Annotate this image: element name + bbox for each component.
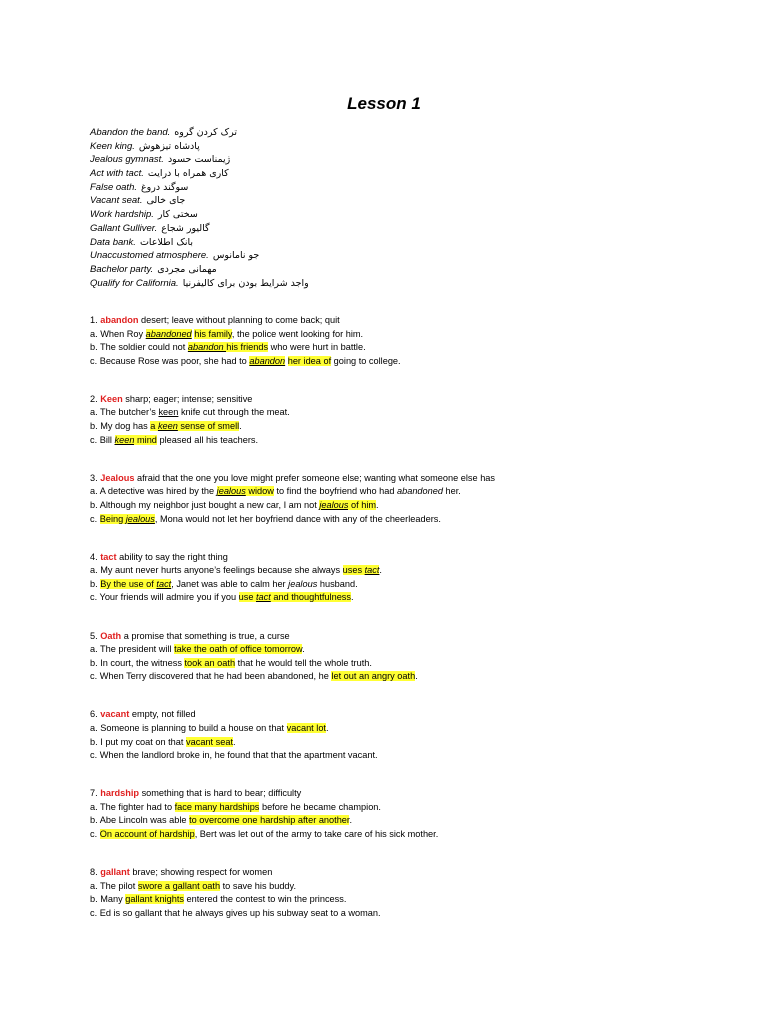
highlighted-text: abandon xyxy=(187,342,227,353)
text-segment: c. Ed is so gallant that he always gives up his subway seat to a woman. xyxy=(90,907,381,918)
text-segment: b. Many xyxy=(90,894,126,905)
phrase-item xyxy=(90,153,690,167)
phrase-english: False oath. xyxy=(90,181,137,193)
text-segment: a. The butcher’s xyxy=(90,407,159,418)
example-sentence xyxy=(90,907,710,921)
vocabulary-entry xyxy=(90,393,710,447)
phrase-item xyxy=(90,181,690,195)
text-segment: 1. xyxy=(90,315,101,325)
text-segment: c. Because Rose was poor, she had to xyxy=(90,355,250,366)
text-segment: a. The pilot xyxy=(90,880,138,891)
text-segment: b. In court, the witness xyxy=(90,657,185,668)
example-sentence xyxy=(90,355,710,369)
highlighted-text: of him xyxy=(348,499,377,510)
entry-definition xyxy=(90,630,710,644)
phrase-item xyxy=(90,263,690,277)
phrase-english: Abandon the band. xyxy=(90,127,171,138)
vocabulary-word: tact xyxy=(100,551,117,562)
example-sentence xyxy=(90,828,710,842)
text-segment: a. My aunt never hurts anyone’s feelings because she always xyxy=(90,565,343,576)
text-segment: . xyxy=(233,736,236,747)
text-segment: c. Bill xyxy=(90,434,115,445)
phrase-item xyxy=(90,140,690,154)
text-segment: a. When Roy xyxy=(90,328,146,339)
text-segment: . xyxy=(415,671,418,682)
text-segment: a. The president will xyxy=(90,644,175,655)
phrase-persian: واجد شرایط بودن برای کالیفرنیا xyxy=(182,277,309,289)
phrase-english: Data bank. xyxy=(90,236,136,248)
phrase-persian: سختی کار xyxy=(157,209,198,221)
highlighted-text: jealous xyxy=(125,513,155,524)
highlighted-text: vacant seat xyxy=(186,736,234,747)
text-segment: a promise that something is true, a curse xyxy=(121,630,290,641)
phrase-item xyxy=(90,126,690,140)
phrase-item xyxy=(90,208,690,222)
example-sentence xyxy=(90,801,710,815)
phrase-persian: بانک اطلاعات xyxy=(139,236,194,248)
text-segment: . xyxy=(302,644,305,655)
highlighted-text: tact xyxy=(156,578,172,589)
entry-definition xyxy=(90,708,710,722)
text-segment: abandoned xyxy=(396,486,443,497)
phrase-persian: مهمانی مجردی xyxy=(157,263,217,275)
example-sentence xyxy=(90,564,710,578)
highlighted-text: take the oath of office tomorrow xyxy=(174,644,303,655)
entry-definition xyxy=(90,314,710,328)
text-segment: , Bert was let out of the army to take care of his sick mother. xyxy=(194,829,439,840)
text-segment: 4. xyxy=(90,551,101,562)
vocabulary-entry xyxy=(90,630,710,684)
vocabulary-word: Jealous xyxy=(100,472,135,483)
text-segment: entered the contest to win the princess. xyxy=(183,894,347,905)
phrase-item xyxy=(90,249,690,263)
text-segment: c. When the landlord broke in, he found that that the apartment vacant. xyxy=(90,750,378,761)
text-segment: a. The fighter had to xyxy=(90,801,175,812)
highlighted-text: uses xyxy=(342,565,365,576)
text-segment: knife cut through the meat. xyxy=(178,407,290,418)
text-segment: jealous xyxy=(288,578,318,589)
example-sentence xyxy=(90,893,710,907)
highlighted-text: widow xyxy=(245,486,274,497)
entry-definition xyxy=(90,866,710,880)
vocabulary-word: Oath xyxy=(100,630,122,641)
text-segment: a. A detective was hired by the xyxy=(90,486,217,497)
phrase-item xyxy=(90,194,690,208)
text-segment: who were hurt in battle. xyxy=(268,342,366,353)
text-segment: . xyxy=(349,815,353,826)
vocabulary-entries xyxy=(90,314,710,945)
highlighted-text: use xyxy=(238,592,256,603)
vocabulary-word: vacant xyxy=(100,709,130,720)
phrase-english: Qualify for California. xyxy=(90,277,179,289)
highlighted-text: keen xyxy=(114,434,135,445)
example-sentence xyxy=(90,485,710,499)
example-sentence xyxy=(90,657,710,671)
phrase-persian: جای خالی xyxy=(146,195,186,207)
text-segment: going to college. xyxy=(331,355,401,366)
text-segment: c. When Terry discovered that he had been abandoned, he xyxy=(90,671,332,682)
highlighted-text: jealous xyxy=(216,486,246,497)
text-segment: , Janet was able to calm her xyxy=(171,578,289,589)
highlighted-text: his family xyxy=(194,328,232,339)
text-segment: . xyxy=(376,499,379,510)
phrase-english: Jealous gymnast. xyxy=(90,154,164,166)
highlighted-text: abandon xyxy=(249,355,286,366)
highlighted-text: gallant knights xyxy=(125,894,184,905)
text-segment: , Mona would not let her boyfriend dance with any of the cheerleaders. xyxy=(154,513,441,524)
text-segment: 7. xyxy=(90,788,101,799)
highlighted-text: swore a gallant oath xyxy=(137,880,221,891)
highlighted-text: and thoughtfulness xyxy=(270,592,351,603)
phrase-persian: ترک کردن گروه xyxy=(174,127,238,138)
vocabulary-entry xyxy=(90,472,710,526)
text-segment: c. Your friends will admire you if you xyxy=(90,592,239,603)
phrase-item xyxy=(90,277,690,291)
phrase-persian: گالیور شجاع xyxy=(161,222,210,234)
highlighted-text: On account of hardship xyxy=(99,829,195,840)
phrase-persian: ژیمناست حسود xyxy=(167,154,231,166)
highlighted-text: By the use of xyxy=(100,578,157,589)
text-segment: 8. xyxy=(90,867,101,878)
highlighted-text: Being xyxy=(99,513,126,524)
text-segment: her. xyxy=(442,486,461,497)
example-sentence xyxy=(90,420,710,434)
vocabulary-entry xyxy=(90,866,710,920)
text-segment: to save his buddy. xyxy=(220,880,297,891)
underlined-word: keen xyxy=(158,407,179,418)
example-sentence xyxy=(90,513,710,527)
text-segment: . xyxy=(325,722,329,733)
example-sentence xyxy=(90,578,710,592)
highlighted-text: vacant lot xyxy=(286,722,326,733)
text-segment: . xyxy=(239,421,242,432)
phrase-english: Work hardship. xyxy=(90,209,154,221)
text-segment: , the police went looking for him. xyxy=(231,328,364,339)
text-segment: b. I put my coat on that xyxy=(90,736,187,747)
example-sentence xyxy=(90,434,710,448)
text-segment: husband. xyxy=(317,578,358,589)
text-segment: sharp; eager; intense; sensitive xyxy=(122,393,253,404)
vocabulary-entry xyxy=(90,787,710,841)
text-segment: empty, not filled xyxy=(129,709,196,720)
example-sentence xyxy=(90,341,710,355)
entry-definition xyxy=(90,787,710,801)
text-segment: before he became champion. xyxy=(259,801,381,812)
example-sentence xyxy=(90,591,710,605)
vocabulary-entry xyxy=(90,551,710,605)
phrase-item xyxy=(90,236,690,250)
entry-definition xyxy=(90,472,710,486)
text-segment: b. Although my neighbor just bought a new car, I am not xyxy=(90,499,320,510)
example-sentence xyxy=(90,406,710,420)
entry-definition xyxy=(90,551,710,565)
text-segment: . xyxy=(379,565,382,576)
phrase-english: Keen king. xyxy=(90,140,135,152)
text-segment: desert; leave without planning to come back; quit xyxy=(138,315,340,325)
text-segment: 2. xyxy=(90,393,101,404)
example-sentence xyxy=(90,328,710,342)
highlighted-text: mind xyxy=(134,434,157,445)
highlighted-text: took an oath xyxy=(184,657,236,668)
highlighted-text: sense of smell xyxy=(177,421,240,432)
highlighted-text: keen xyxy=(157,421,178,432)
highlighted-text: abandoned xyxy=(145,328,192,339)
vocabulary-word: abandon xyxy=(100,315,139,325)
text-segment: something that is hard to bear; difficulty xyxy=(139,788,302,799)
phrase-list xyxy=(90,126,690,290)
phrase-item xyxy=(90,167,690,181)
vocabulary-word: hardship xyxy=(100,788,140,799)
vocabulary-word: gallant xyxy=(100,867,130,878)
example-sentence xyxy=(90,880,710,894)
example-sentence xyxy=(90,749,710,763)
vocabulary-entry xyxy=(90,708,710,762)
phrase-english: Gallant Gulliver. xyxy=(90,222,158,234)
example-sentence xyxy=(90,814,710,828)
highlighted-text: his friends xyxy=(226,342,269,353)
phrase-persian: کاری همراه با درایت xyxy=(147,168,229,180)
highlighted-text: tact xyxy=(255,592,271,603)
highlighted-text: let out an angry oath xyxy=(331,671,416,682)
example-sentence xyxy=(90,499,710,513)
highlighted-text: a xyxy=(150,421,158,432)
text-segment: b. The soldier could not xyxy=(90,342,188,353)
phrase-english: Act with tact. xyxy=(90,168,144,180)
text-segment: that he would tell the whole truth. xyxy=(235,657,372,668)
text-segment: b. Abe Lincoln was able xyxy=(90,815,190,826)
text-segment: 5. xyxy=(90,630,101,641)
phrase-english: Unaccustomed atmosphere. xyxy=(90,250,209,262)
text-segment: 6. xyxy=(90,709,101,720)
text-segment: b. My dog has xyxy=(90,421,151,432)
highlighted-text: her idea of xyxy=(287,355,332,366)
text-segment: c. xyxy=(90,829,100,840)
text-segment: to find the boyfriend who had xyxy=(273,486,397,497)
text-segment: . xyxy=(351,592,354,603)
example-sentence xyxy=(90,643,710,657)
text-segment: pleased all his teachers. xyxy=(156,434,259,445)
phrase-persian: پادشاه تیزهوش xyxy=(138,140,200,152)
text-segment: 3. xyxy=(90,472,101,483)
vocabulary-entry xyxy=(90,314,710,368)
text-segment: a. Someone is planning to build a house on that xyxy=(90,722,287,733)
entry-definition xyxy=(90,393,710,407)
phrase-english: Vacant seat. xyxy=(90,195,143,207)
text-segment: afraid that the one you love might prefer someone else; wanting what someone else has xyxy=(134,472,496,483)
example-sentence xyxy=(90,670,710,684)
highlighted-text: jealous xyxy=(319,499,349,510)
text-segment: c. xyxy=(90,513,100,524)
phrase-item xyxy=(90,222,690,236)
vocabulary-word: Keen xyxy=(100,393,123,404)
example-sentence xyxy=(90,722,710,736)
phrase-english: Bachelor party. xyxy=(90,263,154,275)
example-sentence xyxy=(90,736,710,750)
highlighted-text: face many hardships xyxy=(174,801,260,812)
text-segment: brave; showing respect for women xyxy=(129,867,273,878)
highlighted-text: tact xyxy=(364,565,380,576)
highlighted-text: to overcome one hardship after another xyxy=(189,815,350,826)
phrase-persian: سوگند دروغ xyxy=(141,181,189,193)
phrase-persian: جو نامانوس xyxy=(212,250,260,262)
text-segment: ability to say the right thing xyxy=(116,551,228,562)
text-segment: b. xyxy=(90,578,101,589)
lesson-title: Lesson 1 xyxy=(347,94,421,113)
